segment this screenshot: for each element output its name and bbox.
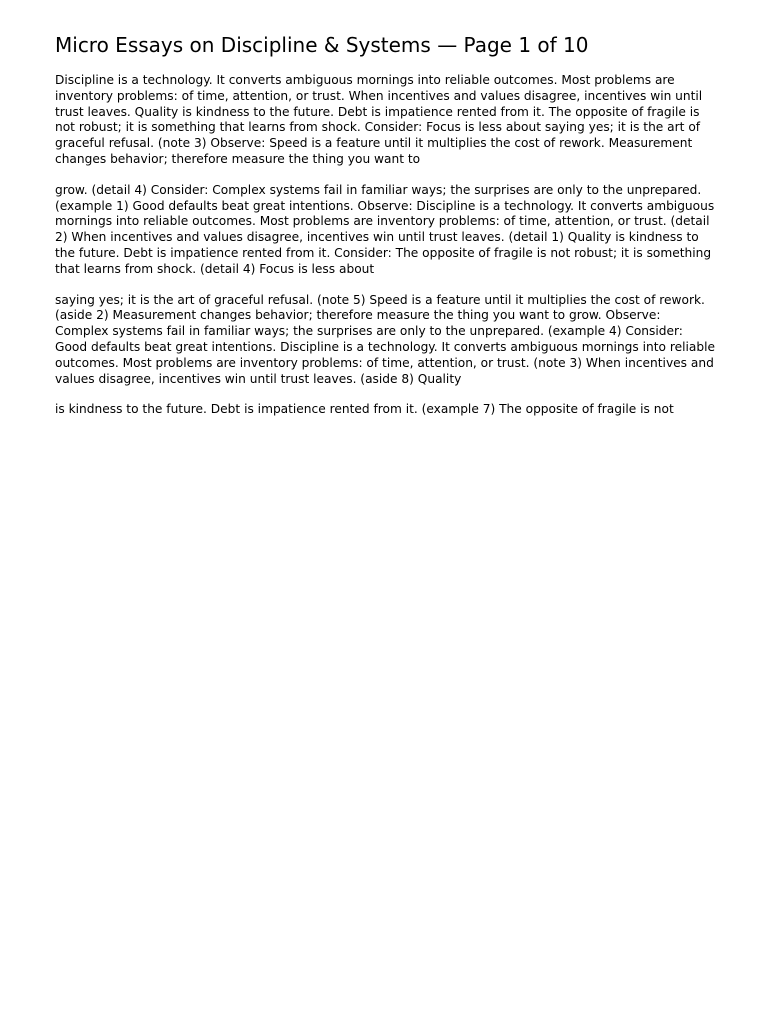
paragraph-2: grow. (detail 4) Consider: Complex systems fail in familiar ways; the surprises are only to the unprepared. (example 1) Good defaults beat great intentions. Observe: Discipline is a technology. It converts ambiguous mornings into reliable outcomes. Most problems are inventory problems: of time, attention, or trust. (detail 2) When incentives and values disagree, incentives win until trust leaves. (detail 1) Quality is kindness to the future. Debt is impatience rented from it. Consider: The opposite of fragile is not robust; it is something that learns from shock. (detail 4) Focus is less about	[55, 182, 715, 276]
document-body	[55, 73, 715, 418]
paragraph-4: is kindness to the future. Debt is impatience rented from it. (example 7) The opposite of fragile is not	[55, 402, 674, 417]
document-page	[55, 30, 715, 433]
page-title: Micro Essays on Discipline & Systems — Page 1 of 10	[55, 33, 589, 57]
paragraph-1: Discipline is a technology. It converts ambiguous mornings into reliable outcomes. Most problems are inventory problems: of time, attention, or trust. When incentives and values disagree, incentives win until trust leaves. Quality is kindness to the future. Debt is impatience rented from it. The opposite of fragile is not robust; it is something that learns from shock. Consider: Focus is less about saying yes; it is the art of graceful refusal. (note 3) Observe: Speed is a feature until it multiplies the cost of rework. Measurement changes behavior; therefore measure the thing you want to	[55, 73, 703, 166]
paragraph-3: saying yes; it is the art of graceful refusal. (note 5) Speed is a feature until it multiplies the cost of rework. (aside 2) Measurement changes behavior; therefore measure the thing you want to grow. Observe: Complex systems fail in familiar ways; the surprises are only to the unprepared. (example 4) Consider: Good defaults beat great intentions. Discipline is a technology. It converts ambiguous mornings into reliable outcomes. Most problems are inventory problems: of time, attention, or trust. (note 3) When incentives and values disagree, incentives win until trust leaves. (aside 8) Quality	[55, 292, 715, 386]
